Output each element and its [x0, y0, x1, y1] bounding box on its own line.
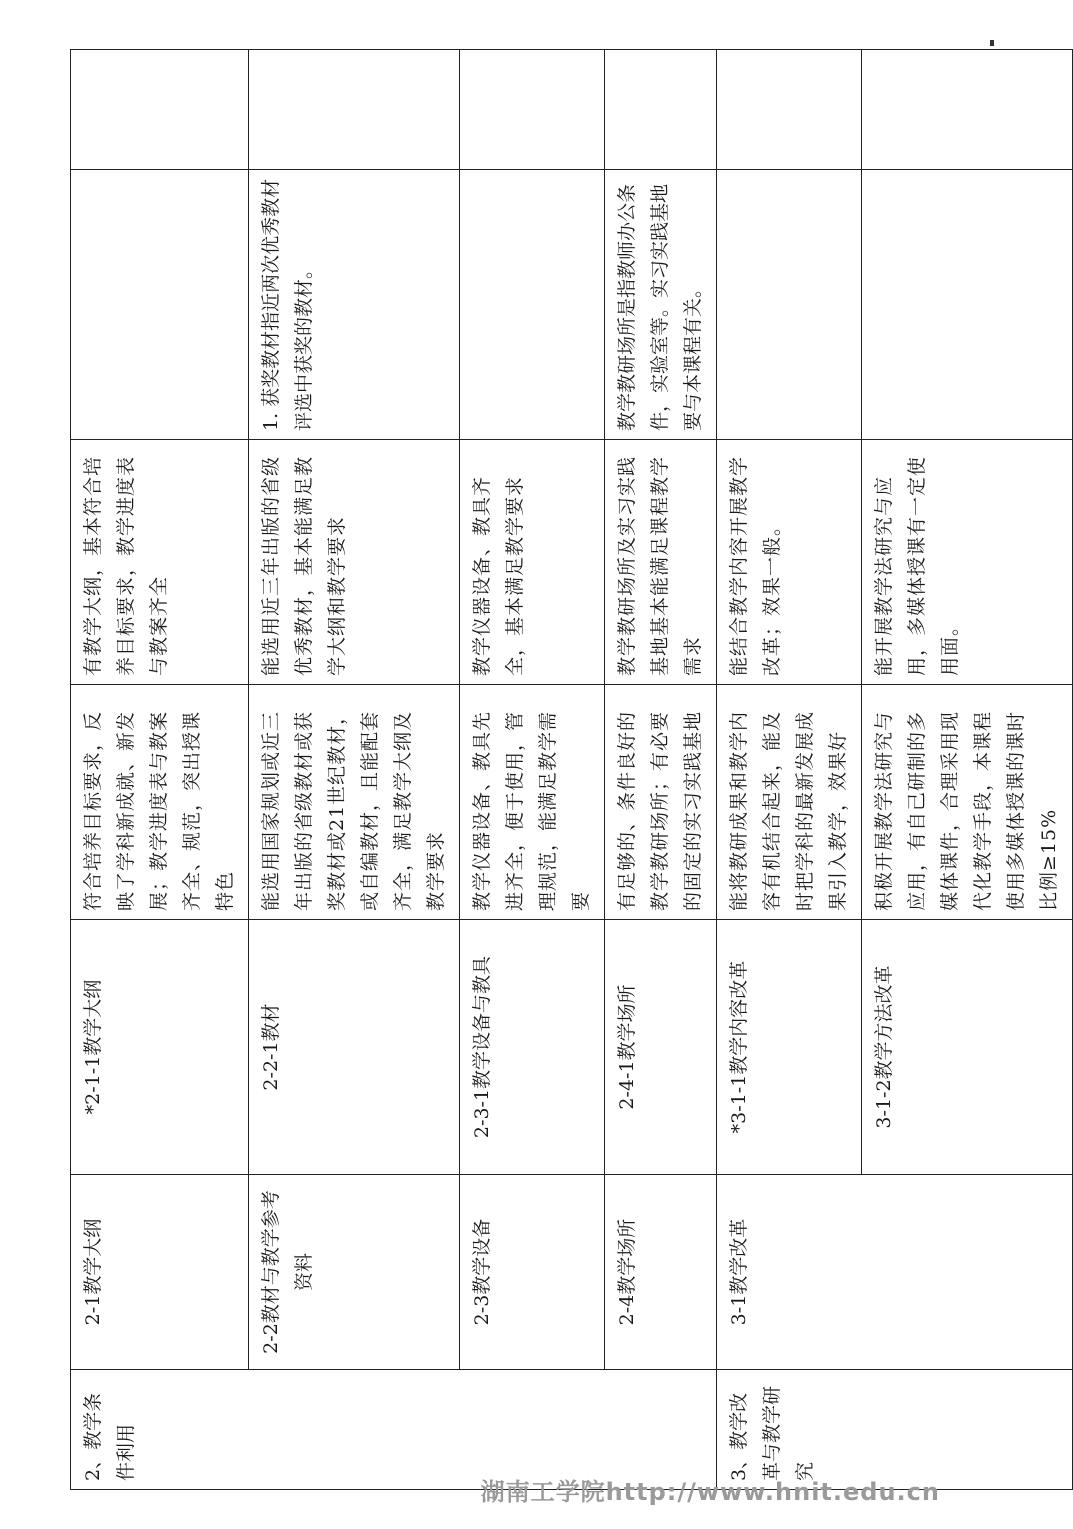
notes-cell [460, 170, 605, 440]
a-standard-cell: 符合培养目标要求，反映了学科新成就、新发展；教学进度表与教案齐全、规范，突出授课特色 [71, 685, 249, 920]
level2-cell: 2-1教学大纲 [71, 1175, 249, 1370]
level2-cell: 2-3教学设备 [460, 1175, 605, 1370]
notes-cell [862, 170, 1073, 440]
notes-cell [71, 170, 249, 440]
point-cell: *3-1-1教学内容改革 [717, 920, 862, 1175]
a-standard-cell: 有足够的、条件良好的教学教研场所；有必要的固定的实习实践基地 [605, 685, 717, 920]
table-row [249, 50, 460, 1490]
c-standard-cell: 教学教研场所及实习实践基地基本能满足课程教学需求 [605, 440, 717, 685]
rotated-table-container [70, 50, 1060, 1490]
evaluation-table [70, 49, 1073, 1490]
table-row [71, 50, 249, 1490]
point-cell: 3-1-2教学方法改革 [862, 920, 1073, 1175]
score-cell [249, 50, 460, 170]
c-standard-cell: 有教学大纲，基本符合培养目标要求，教学进度表与教案齐全 [71, 440, 249, 685]
scan-mark [990, 40, 994, 46]
score-cell [862, 50, 1073, 170]
score-cell [605, 50, 717, 170]
table-row [460, 50, 605, 1490]
score-cell [71, 50, 249, 170]
level1-cell: 3、教学改革与教学研究 [717, 1370, 1073, 1490]
level2-cell: 3-1教学改革 [717, 1175, 1073, 1370]
c-standard-cell: 能开展教学法研究与应用，多媒体授课有一定使用面。 [862, 440, 1073, 685]
notes-cell: 1. 获奖教材指近两次优秀教材评选中获奖的教材。 [249, 170, 460, 440]
score-cell [460, 50, 605, 170]
a-standard-cell: 能选用国家规划或近三年出版的省级教材或获奖教材或21世纪教材，或自编教材，且能配套齐全，满足教学大纲及教学要求 [249, 685, 460, 920]
c-standard-cell: 能结合教学内容开展教学改革；效果一般。 [717, 440, 862, 685]
watermark: 湖南工学院http://www.hnit.edu.cn [480, 1478, 940, 1506]
table-row [717, 50, 862, 1490]
point-cell: 2-2-1教材 [249, 920, 460, 1175]
point-cell: 2-4-1教学场所 [605, 920, 717, 1175]
notes-cell: 教学教研场所是指教师办公条件，实验室等。实习实践基地要与本课程有关。 [605, 170, 717, 440]
a-standard-cell: 教学仪器设备、教具先进齐全，便于使用，管理规范，能满足教学需要 [460, 685, 605, 920]
c-standard-cell: 能选用近三年出版的省级优秀教材，基本能满足教学大纲和教学要求 [249, 440, 460, 685]
level2-cell: 2-4教学场所 [605, 1175, 717, 1370]
level1-cell: 2、教学条件利用 [71, 1370, 717, 1490]
table-row [605, 50, 717, 1490]
a-standard-cell: 能将教研成果和教学内容有机结合起来，能及时把学科的最新发展成果引入教学，效果好 [717, 685, 862, 920]
a-standard-cell: 积极开展教学法研究与应用，有自己研制的多媒体课件，合理采用现代化教学手段，本课程使用多媒体授课的课时比例≥15% [862, 685, 1073, 920]
level2-cell: 2-2教材与教学参考资料 [249, 1175, 460, 1370]
point-cell: *2-1-1教学大纲 [71, 920, 249, 1175]
score-cell [717, 50, 862, 170]
notes-cell [717, 170, 862, 440]
point-cell: 2-3-1教学设备与教具 [460, 920, 605, 1175]
c-standard-cell: 教学仪器设备、教具齐全，基本满足教学要求 [460, 440, 605, 685]
